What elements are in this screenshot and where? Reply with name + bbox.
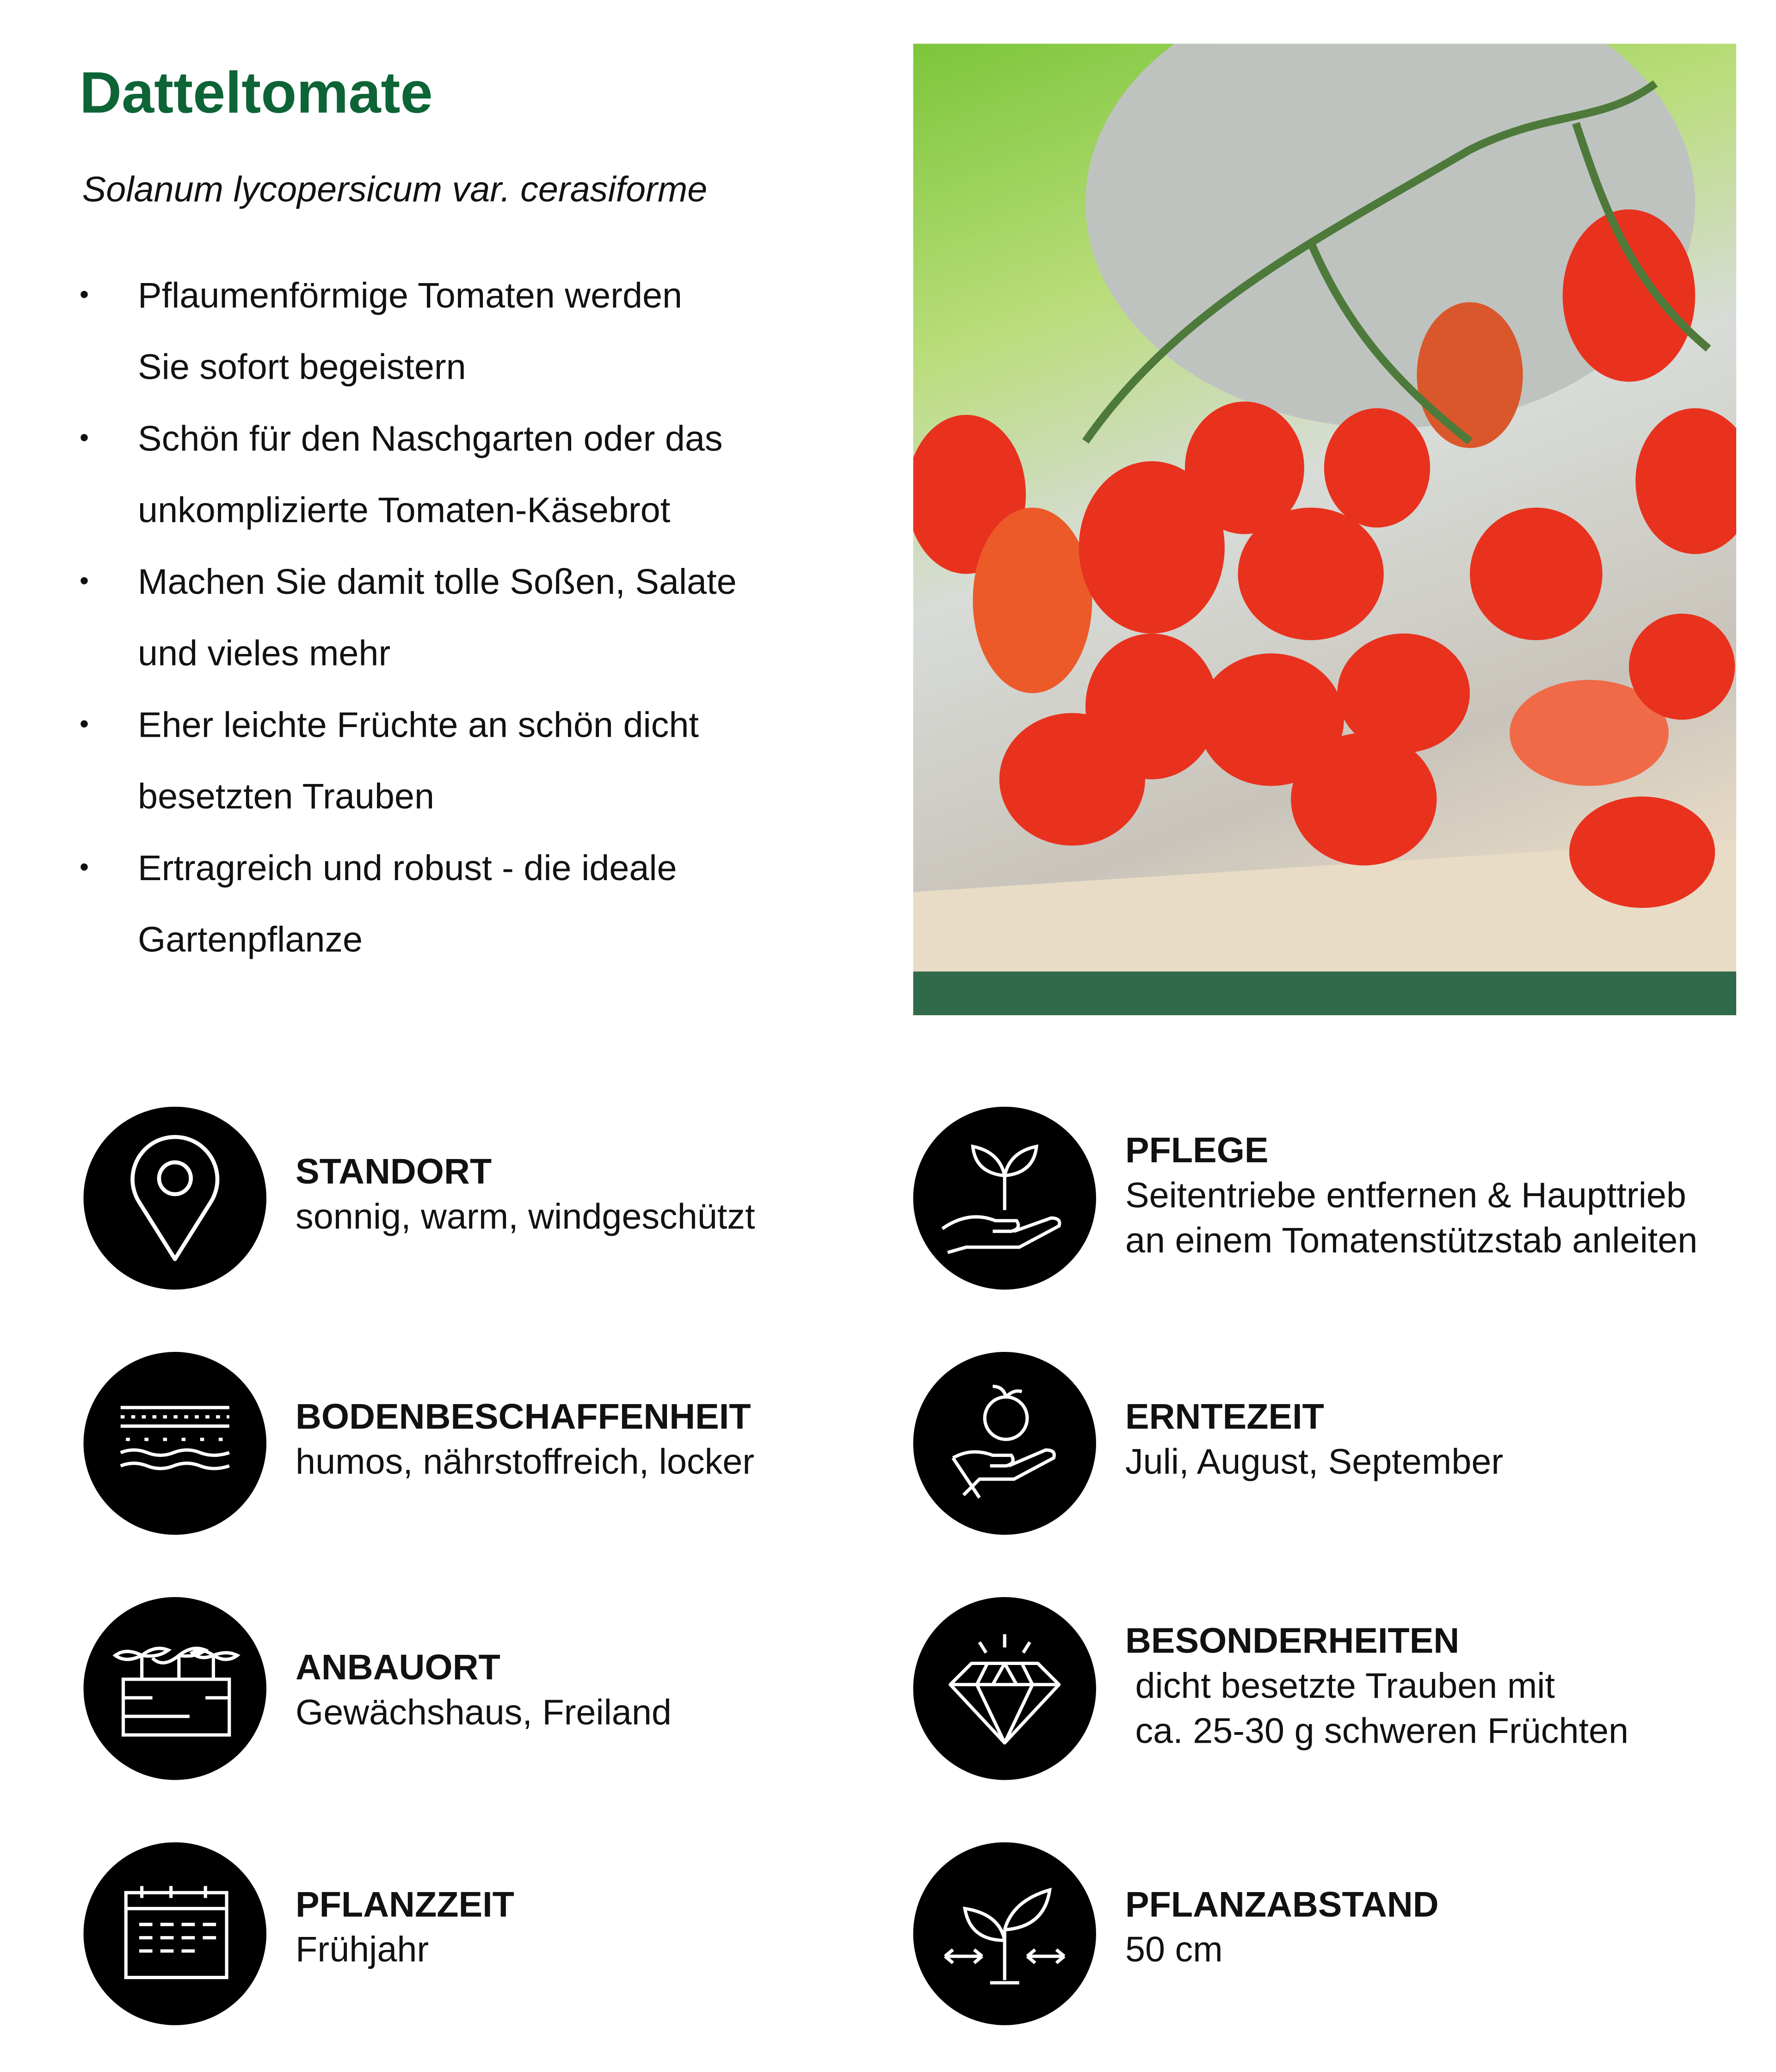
feature-heading: ERNTEZEIT <box>1125 1397 1324 1437</box>
soil-layers-icon <box>84 1352 266 1535</box>
feature-value: Juli, August, September <box>1125 1442 1504 1482</box>
bullet-item <box>77 689 819 832</box>
feature-value: an einem Tomatenstützstab anleiten <box>1125 1221 1698 1261</box>
feature-bullet-list <box>77 260 819 975</box>
feature-value: ca. 25-30 g schweren Früchten <box>1125 1711 1629 1751</box>
latin-name: Solanum lycopersicum var. cerasiforme <box>82 169 708 210</box>
bullet-dot: • <box>79 281 89 310</box>
feature-heading: PFLANZABSTAND <box>1125 1885 1439 1924</box>
calendar-icon <box>84 1842 266 2025</box>
plant-spacing-icon <box>913 1842 1096 2025</box>
bullet-line: Gartenpflanze <box>138 919 363 960</box>
feature-value: humos, nährstoffreich, locker <box>296 1442 755 1482</box>
feature-pflege <box>913 1107 1761 1292</box>
feature-value: dicht besetzte Trauben mit <box>1125 1666 1555 1706</box>
planter-box-icon <box>84 1597 266 1780</box>
feature-standort <box>84 1107 932 1292</box>
bullet-line: besetzten Trauben <box>138 777 435 817</box>
feature-erntezeit <box>913 1352 1761 1537</box>
bullet-item <box>77 832 819 975</box>
page-title: Datteltomate <box>79 61 433 126</box>
feature-pflanzabstand <box>913 1842 1761 2028</box>
feature-heading: BESONDERHEITEN <box>1125 1621 1460 1661</box>
feature-value: Seitentriebe entfernen & Haupttrieb <box>1125 1175 1686 1215</box>
bullet-line: unkomplizierte Tomaten-Käsebrot <box>138 490 671 530</box>
feature-heading: BODENBESCHAFFENHEIT <box>296 1397 751 1437</box>
location-pin-icon <box>84 1107 266 1289</box>
feature-value: Gewächshaus, Freiland <box>296 1692 672 1733</box>
bullet-line: und vieles mehr <box>138 633 391 673</box>
diamond-icon <box>913 1597 1096 1780</box>
bullet-dot: • <box>79 424 89 454</box>
feature-value: 50 cm <box>1125 1930 1223 1970</box>
bullet-dot: • <box>79 853 89 883</box>
bullet-item <box>77 403 819 546</box>
feature-heading: ANBAUORT <box>296 1647 500 1688</box>
product-photo-tomatoes <box>913 44 1736 1016</box>
feature-besonderheiten <box>913 1597 1761 1782</box>
feature-pflanzzeit <box>84 1842 932 2028</box>
feature-anbauort <box>84 1597 932 1782</box>
tomato-illustration <box>913 44 1736 1016</box>
feature-value: sonnig, warm, windgeschützt <box>296 1196 755 1237</box>
bullet-line: Pflaumenförmige Tomaten werden <box>138 276 683 316</box>
hand-fruit-icon <box>913 1352 1096 1535</box>
feature-value: Frühjahr <box>296 1930 429 1970</box>
bullet-line: Eher leichte Früchte an schön dicht <box>138 705 699 745</box>
bullet-item <box>77 260 819 403</box>
bullet-dot: • <box>79 567 89 597</box>
feature-heading: STANDORT <box>296 1152 492 1192</box>
feature-heading: PFLANZZEIT <box>296 1885 514 1924</box>
bullet-item <box>77 546 819 689</box>
bullet-line: Ertragreich und robust - die ideale <box>138 848 677 888</box>
feature-boden <box>84 1352 932 1537</box>
hand-seedling-icon <box>913 1107 1096 1289</box>
feature-heading: PFLEGE <box>1125 1130 1269 1171</box>
bullet-line: Sie sofort begeistern <box>138 347 466 387</box>
bullet-line: Schön für den Naschgarten oder das <box>138 419 723 459</box>
bullet-line: Machen Sie damit tolle Soßen, Salate <box>138 562 737 602</box>
bullet-dot: • <box>79 710 89 740</box>
